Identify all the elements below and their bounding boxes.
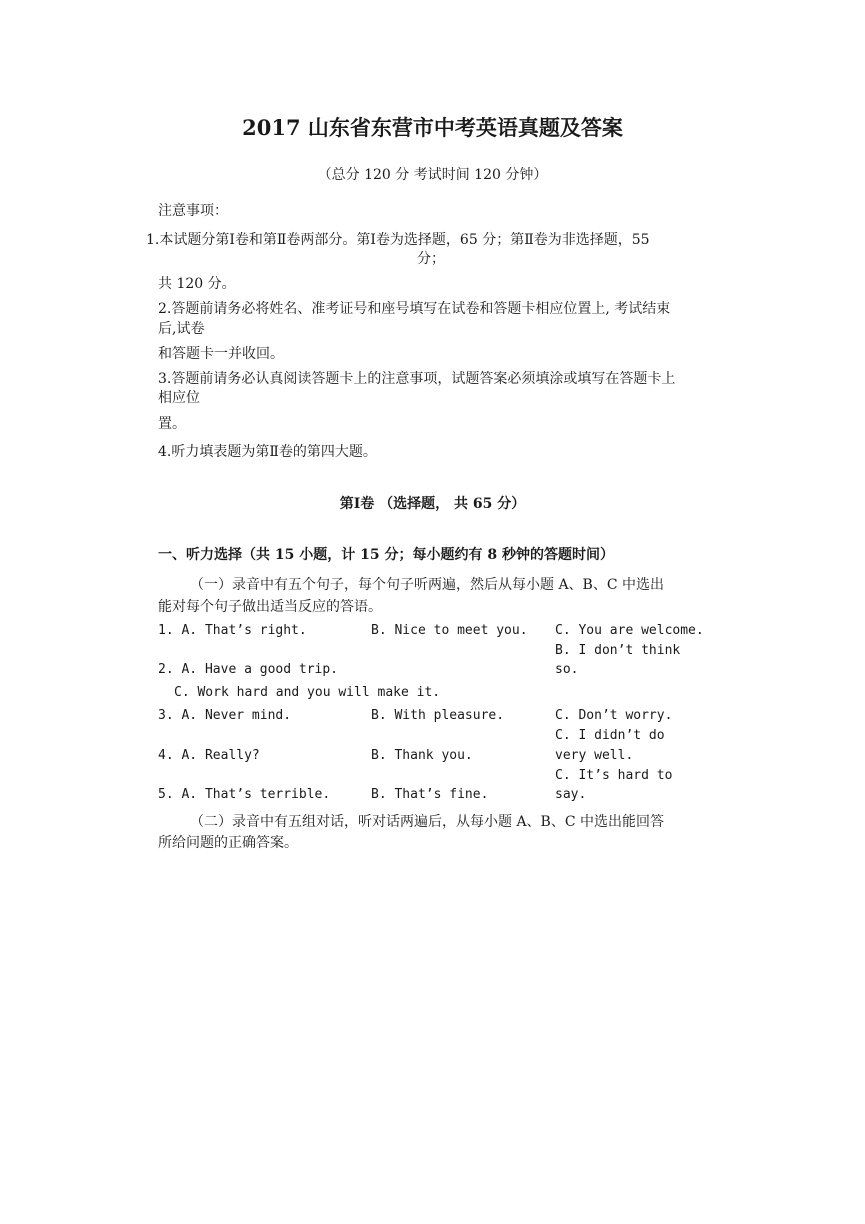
section-heading: 一、听力选择（共 15 小题，计 15 分；每小题约有 8 秒钟的答题时间）	[158, 547, 614, 563]
q5-option-c: C. It’s hard to	[555, 768, 673, 783]
q4-option-c: C. I didn’t do	[555, 728, 665, 743]
q3-option-a: 3. A. Never mind.	[158, 708, 292, 723]
instruction-line: （二）录音中有五组对话，听对话两遍后，从每小题 A、B、C 中选出能回答	[190, 814, 665, 830]
exam-info: （总分 120 分 考试时间 120 分钟）	[317, 167, 548, 183]
q3-option-b: B. With pleasure.	[371, 708, 505, 723]
notice-item-1-cont: 分；	[417, 251, 445, 267]
q1-option-a: 1. A. That’s right.	[158, 623, 307, 638]
notice-item-3: 3.答题前请务必认真阅读答题卡上的注意事项，试题答案必须填涂或填写在答题卡上	[158, 371, 676, 387]
notice-heading: 注意事项：	[158, 203, 228, 219]
q3-option-c: C. Don’t worry.	[555, 708, 673, 723]
notice-item-2-cont2: 和答题卡一并收回。	[158, 346, 284, 362]
q2-option-b-cont: so.	[555, 662, 579, 677]
notice-item-3-cont2: 置。	[158, 416, 186, 432]
instruction-line: 所给问题的正确答案。	[158, 835, 298, 851]
notice-item-1-cont2: 共 120 分。	[158, 276, 236, 292]
part-one-heading: 第Ⅰ卷 （选择题， 共 65 分）	[339, 496, 526, 512]
q5-option-b: B. That’s fine.	[371, 787, 489, 802]
notice-item-1: 1.本试题分第Ⅰ卷和第Ⅱ卷两部分。第Ⅰ卷为选择题，65 分；第Ⅱ卷为非选择题，55	[146, 232, 650, 248]
q1-option-c: C. You are welcome.	[555, 623, 704, 638]
instruction-line: （一）录音中有五个句子，每个句子听两遍，然后从每小题 A、B、C 中选出	[190, 577, 665, 593]
q2-option-a: 2. A. Have a good trip.	[158, 662, 339, 677]
notice-item-2: 2.答题前请务必将姓名、准考证号和座号填写在试卷和答题卡相应位置上, 考试结束	[158, 301, 671, 317]
notice-item-2-cont: 后,试卷	[158, 321, 205, 337]
q4-option-a: 4. A. Really?	[158, 748, 260, 763]
q2-option-c: C. Work hard and you will make it.	[174, 685, 441, 700]
q1-option-b: B. Nice to meet you.	[371, 623, 528, 638]
q4-option-c-cont: very well.	[555, 748, 634, 763]
notice-item-4: 4.听力填表题为第Ⅱ卷的第四大题。	[158, 444, 377, 460]
q2-option-b: B. I don’t think	[555, 643, 681, 658]
q5-option-a: 5. A. That’s terrible.	[158, 787, 331, 802]
document-title: 2017 山东省东营市中考英语真题及答案	[242, 115, 623, 140]
notice-item-3-cont: 相应位	[158, 390, 200, 406]
q5-option-c-cont: say.	[555, 787, 587, 802]
q4-option-b: B. Thank you.	[371, 748, 473, 763]
instruction-line: 能对每个句子做出适当反应的答语。	[158, 599, 382, 615]
